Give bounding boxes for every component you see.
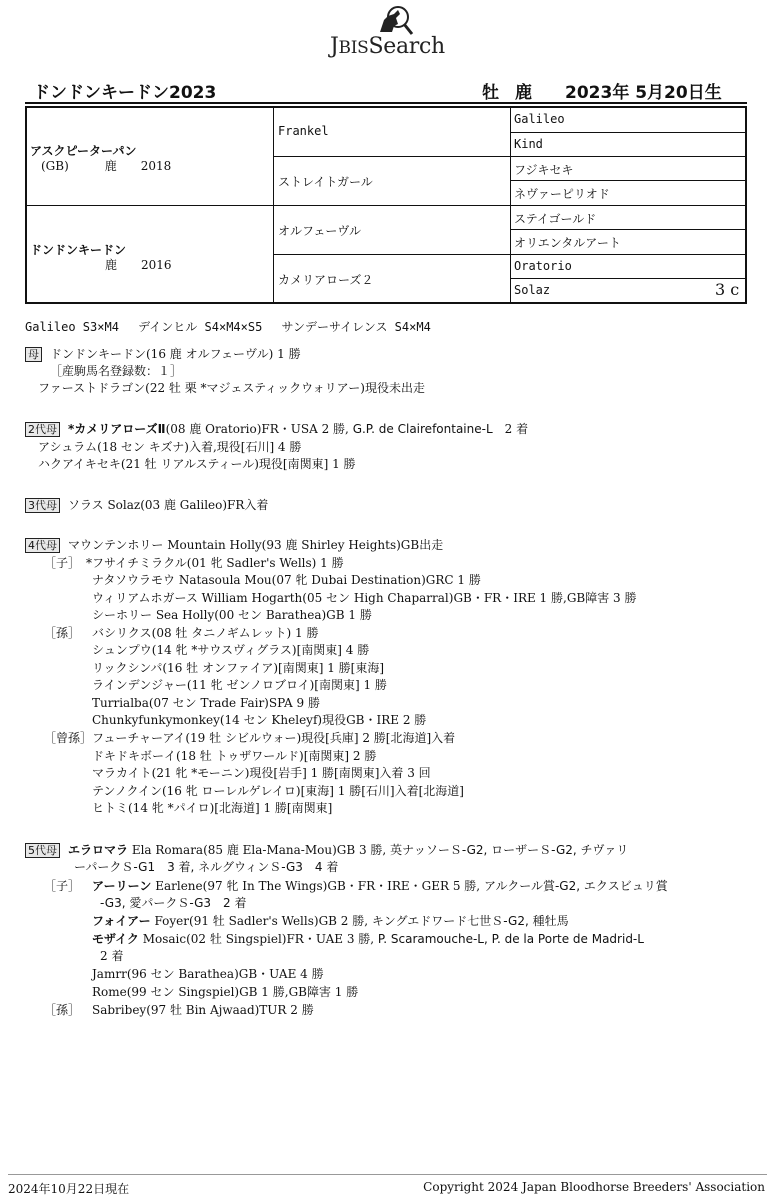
dam2-line-1: ハクアイキセキ(21 牡 リアルスティール)現役[南関東] 1 勝 bbox=[38, 457, 356, 471]
gen2-dam-dam[interactable]: カメリアローズ２ bbox=[278, 273, 374, 287]
pedigree-table bbox=[25, 106, 747, 304]
horse-color: 鹿 bbox=[515, 83, 532, 103]
dam4-grand-5: Chunkyfunkymonkey(14 セン Kheleyf)現役GB・IRE 2 勝 bbox=[92, 713, 427, 727]
dam4-child-0: *フサイチミラクル(01 牝 Sadler's Wells) 1 勝 bbox=[86, 556, 344, 570]
gen3-8[interactable]: Solaz bbox=[514, 283, 551, 297]
gen2-dam-sire[interactable]: オルフェーヴル bbox=[278, 224, 362, 238]
dam5-rel-child: ［子］ bbox=[44, 879, 81, 893]
inbreeding-line: Galileo S3×M4 デインヒル S4×M4×S5 サンデーサイレンス S4×M4 bbox=[25, 320, 431, 334]
dam-section bbox=[25, 346, 301, 363]
logo-search: Search bbox=[368, 34, 445, 59]
dam2-info: (08 鹿 Oratorio)FR・USA 2 勝, bbox=[165, 422, 349, 436]
dam4-rel-great: ［曾孫］ bbox=[44, 731, 93, 745]
dam-line-0: ドンドンキードン(16 鹿 オルフェーヴル) 1 勝 bbox=[50, 347, 301, 361]
dam5-rel-grand: ［孫］ bbox=[44, 1003, 81, 1017]
gen3-7[interactable]: Oratorio bbox=[514, 259, 572, 273]
dam5-grand-1: Sabribey(97 牡 Bin Ajwaad)TUR 2 勝 bbox=[92, 1003, 314, 1017]
dam4-great-2: マラカイト(21 牝 *モーニン)現役[岩手] 1 勝[南関東]入着 3 回 bbox=[92, 766, 431, 780]
dam5-c1-info: Earlene(97 牝 In The Wings)GB・FR・IRE・GER 5 勝, bbox=[151, 879, 481, 893]
gen3-4[interactable]: ネヴァーピリオド bbox=[514, 187, 610, 201]
dam4-main: マウンテンホリー Mountain Holly(93 鹿 Shirley Heights)GB出走 bbox=[68, 538, 444, 552]
dam5-c3-line2: 2 着 bbox=[100, 949, 124, 963]
dam5-c1-race: アルクール賞-G2, エクスビュリ賞 bbox=[480, 879, 668, 893]
dam4-tag: 4代母 bbox=[25, 538, 60, 553]
dam3-main: ソラス Solaz(03 鹿 Galileo)FR入着 bbox=[68, 498, 269, 512]
gen3-2[interactable]: Kind bbox=[514, 137, 543, 151]
dam5-child-5: Rome(99 セン Singspiel)GB 1 勝,GB障害 1 勝 bbox=[92, 985, 359, 999]
gen3-6[interactable]: オリエンタルアート bbox=[514, 236, 621, 250]
dam5-c1-name: アーリーン bbox=[92, 879, 152, 893]
footer-copyright: Copyright 2024 Japan Bloodhorse Breeders' Association bbox=[423, 1180, 765, 1194]
dam4-great-4: ヒトミ(14 牝 *パイロ)[北海道] 1 勝[南関東] bbox=[92, 801, 333, 815]
dam2-line-0: アシュラム(18 セン キズナ)入着,現役[石川] 4 勝 bbox=[38, 440, 302, 454]
dam5-name: エラロマラ bbox=[68, 843, 129, 857]
logo-j: J bbox=[330, 34, 339, 59]
dam4-grand-3: ラインデンジャー(11 牝 ゼンノロブロイ)[南関東] 1 勝 bbox=[92, 678, 387, 692]
footer-divider bbox=[8, 1174, 767, 1175]
horse-sex: 牡 bbox=[482, 83, 499, 103]
dam2-name: *カメリアローズⅡ bbox=[68, 422, 166, 436]
dam4-child-3: シーホリー Sea Holly(00 セン Barathea)GB 1 勝 bbox=[92, 608, 372, 622]
dam5-child-2 bbox=[92, 913, 569, 930]
dam3-tag: 3代母 bbox=[25, 498, 60, 513]
dam4-grand-0: バシリクス(08 牡 タニノギムレット) 1 勝 bbox=[92, 626, 319, 640]
dam5-c3-name: モザイク bbox=[92, 932, 139, 946]
dam2-section bbox=[25, 421, 528, 438]
dam5-child-1 bbox=[92, 878, 668, 895]
sire-name[interactable]: アスクピーターパン bbox=[30, 144, 137, 158]
dam5-c2-name: フォイアー bbox=[92, 914, 151, 928]
dam5-c3-race: P. Scaramouche-L, P. de la Porte de Madrid-L bbox=[374, 932, 644, 946]
dam5-info: Ela Romara(85 鹿 Ela-Mana-Mou)GB 3 勝, bbox=[128, 843, 387, 857]
dam-detail: 鹿 2016 bbox=[105, 258, 172, 272]
sire-detail: (GB) 鹿 2018 bbox=[41, 159, 172, 173]
horse-name: ドンドンキードン2023 bbox=[33, 83, 217, 103]
dam-line-2: ファーストドラゴン(22 牡 栗 *マジェスティックウォリアー)現役未出走 bbox=[38, 381, 425, 395]
dam5-c2-race: キングエドワード七世Ｓ-G2, 種牡馬 bbox=[368, 914, 569, 928]
dam2-tag: 2代母 bbox=[25, 422, 60, 437]
dam5-tag: 5代母 bbox=[25, 843, 60, 858]
gen3-3[interactable]: フジキセキ bbox=[514, 163, 574, 177]
gen3-1[interactable]: Galileo bbox=[514, 112, 565, 126]
family-number: 3 c bbox=[715, 280, 740, 299]
jbis-search-logo[interactable] bbox=[330, 6, 470, 59]
dam5-line2: ーパークＳ-G1 3 着, ネルグウィンＳ-G3 4 着 bbox=[74, 860, 339, 874]
horse-header bbox=[25, 78, 747, 104]
dam4-child-1: ナタソウラモウ Natasoula Mou(07 牝 Dubai Destination)GRC 1 勝 bbox=[92, 573, 481, 587]
dam4-great-1: ドキドキボーイ(18 牡 トゥザワールド)[南関東] 2 勝 bbox=[92, 749, 377, 763]
dam4-rel-grand: ［孫］ bbox=[44, 626, 81, 640]
dam5-c2-info: Foyer(91 牡 Sadler's Wells)GB 2 勝, bbox=[150, 914, 369, 928]
dam5-c3-info: Mosaic(02 牡 Singspiel)FR・UAE 3 勝, bbox=[138, 932, 375, 946]
dam4-section bbox=[25, 537, 443, 554]
gen2-sire-dam[interactable]: ストレイトガール bbox=[278, 175, 373, 189]
logo-bis: BIS bbox=[338, 38, 369, 58]
horse-icon bbox=[374, 6, 414, 36]
dam5-race: 英ナッソーＳ-G2, ローザーＳ-G2, チヴァリ bbox=[386, 843, 629, 857]
dam4-great-3: テンノクイン(16 牝 ローレルゲレイロ)[東海] 1 勝[石川]入着[北海道] bbox=[92, 784, 464, 798]
gen2-sire-sire[interactable]: Frankel bbox=[278, 124, 329, 138]
dam5-c1-line2: -G3, 愛パークＳ-G3 2 着 bbox=[100, 896, 247, 910]
dam4-grand-4: Turrialba(07 セン Trade Fair)SPA 9 勝 bbox=[92, 696, 320, 710]
gen3-5[interactable]: ステイゴールド bbox=[514, 212, 597, 226]
dam2-place: 2 着 bbox=[492, 422, 529, 436]
horse-birth-date: 2023年 5月20日生 bbox=[565, 83, 722, 103]
dam5-section bbox=[25, 842, 628, 859]
dam4-rel-child: ［子］ bbox=[44, 556, 81, 570]
dam-tag: 母 bbox=[25, 347, 42, 362]
dam4-grand-2: リックシンパ(16 牡 オンファイア)[南関東] 1 勝[東海] bbox=[92, 661, 385, 675]
dam5-child-4: Jamrr(96 セン Barathea)GB・UAE 4 勝 bbox=[92, 967, 324, 981]
dam4-child-2: ウィリアムホガース William Hogarth(05 セン High Chaparral)GB・FR・IRE 1 勝,GB障害 3 勝 bbox=[92, 591, 637, 605]
dam2-race: G.P. de Clairefontaine-L bbox=[348, 422, 493, 436]
dam5-child-3 bbox=[92, 931, 644, 948]
dam-line-1: ［産駒馬名登録数：１］ bbox=[50, 364, 183, 378]
dam4-great-0: フューチャーアイ(19 牡 シビルウォー)現役[兵庫] 2 勝[北海道]入着 bbox=[92, 731, 456, 745]
dam-name[interactable]: ドンドンキードン bbox=[30, 243, 127, 257]
dam3-section bbox=[25, 497, 268, 514]
footer-date: 2024年10月22日現在 bbox=[8, 1182, 130, 1196]
dam4-grand-1: シュンプウ(14 牝 *サウスヴィグラス)[南関東] 4 勝 bbox=[92, 643, 370, 657]
